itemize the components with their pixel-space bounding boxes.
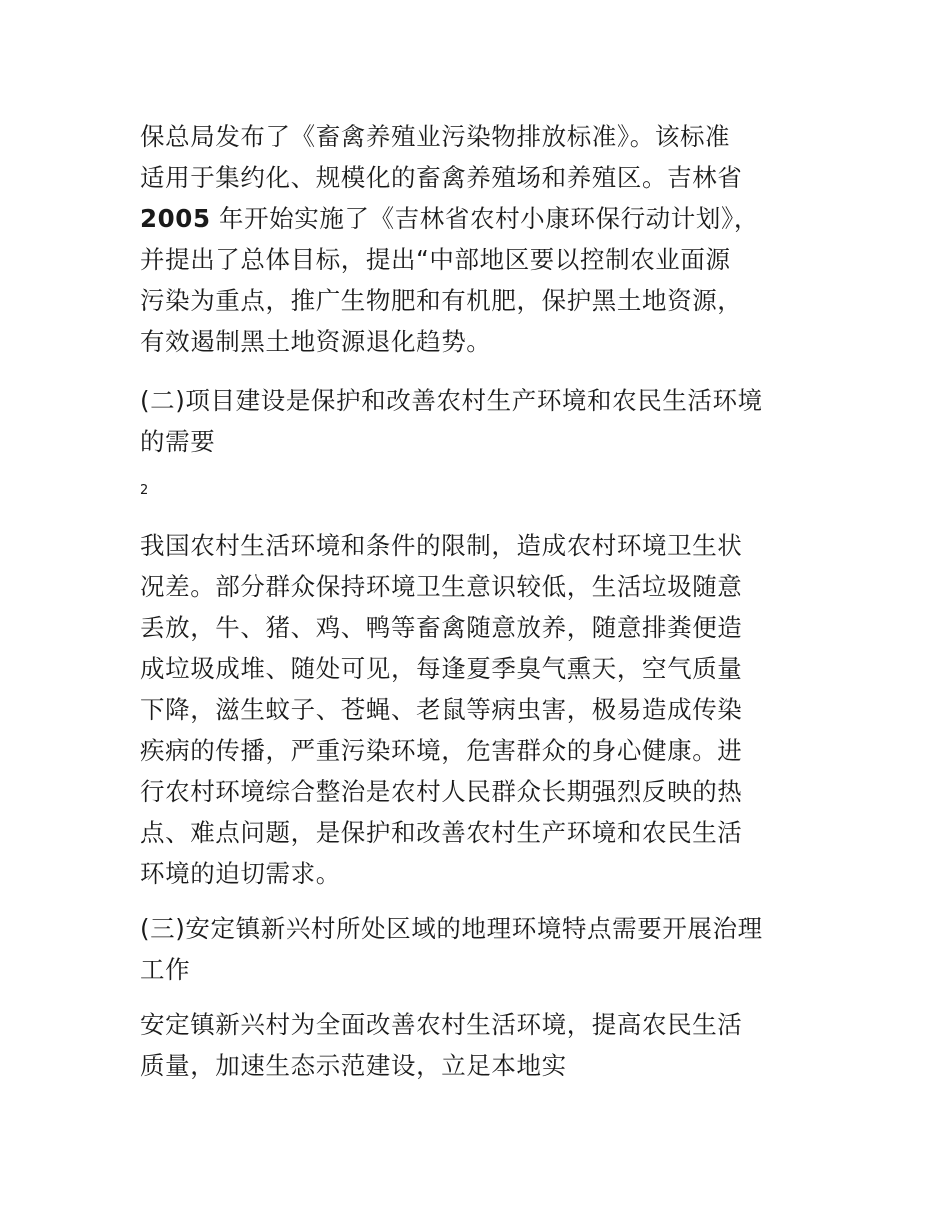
text-line: 行农村环境综合整治是农村人民群众长期强烈反映的热 xyxy=(140,777,743,806)
text-line: 适用于集约化、规模化的畜禽养殖场和养殖区。吉林省 xyxy=(140,163,743,192)
text-line: 丢放，牛、猪、鸡、鸭等畜禽随意放养，随意排粪便造 xyxy=(140,613,743,642)
text-line: 下降，滋生蚊子、苍蝇、老鼠等病虫害，极易造成传染 xyxy=(140,695,743,724)
text-line: 安定镇新兴村为全面改善农村生活环境，提高农民生活 xyxy=(140,1010,743,1039)
text-line xyxy=(140,198,820,239)
section-heading-3 xyxy=(140,908,820,990)
heading-line: 的需要 xyxy=(140,427,216,456)
text-line: 疾病的传播，严重污染环境，危害群众的身心健康。进 xyxy=(140,736,743,765)
text-line: 成垃圾成堆、随处可见，每逢夏季臭气熏天，空气质量 xyxy=(140,654,743,683)
spacer xyxy=(140,362,820,380)
text-line: 环境的迫切需求。 xyxy=(140,859,341,888)
text-line: 质量，加速生态示范建设，立足本地实 xyxy=(140,1051,567,1080)
document-page xyxy=(140,116,820,1086)
paragraph-rural-environment xyxy=(140,525,820,894)
heading-line: (二)项目建设是保护和改善农村生产环境和农民生活环境 xyxy=(140,386,763,415)
heading-line: 工作 xyxy=(140,955,191,984)
paragraph-anding-town xyxy=(140,1004,820,1086)
text-line: 并提出了总体目标，提出“中部地区要以控制农业面源 xyxy=(140,245,731,274)
text-line: 我国农村生活环境和条件的限制，造成农村环境卫生状 xyxy=(140,531,743,560)
spacer xyxy=(140,990,820,1004)
text-line: 点、难点问题，是保护和改善农村生产环境和农民生活 xyxy=(140,818,743,847)
heading-line: (三)安定镇新兴村所处区域的地理环境特点需要开展治理 xyxy=(140,914,763,943)
paragraph-livestock-standards xyxy=(140,116,820,362)
text-line: 污染为重点，推广生物肥和有机肥，保护黑土地资源， xyxy=(140,286,743,315)
text-line: 保总局发布了《畜禽养殖业污染物排放标准》。该标准 xyxy=(140,122,731,151)
year-number: 2005 xyxy=(140,204,211,233)
text-line: 况差。部分群众保持环境卫生意识较低，生活垃圾随意 xyxy=(140,572,743,601)
page-number: 2 xyxy=(140,483,149,498)
text-segment: 年开始实施了《吉林省农村小康环保行动计划》， xyxy=(210,204,759,233)
spacer xyxy=(140,894,820,908)
text-line: 有效遏制黑土地资源退化趋势。 xyxy=(140,327,492,356)
section-heading-2 xyxy=(140,380,820,462)
